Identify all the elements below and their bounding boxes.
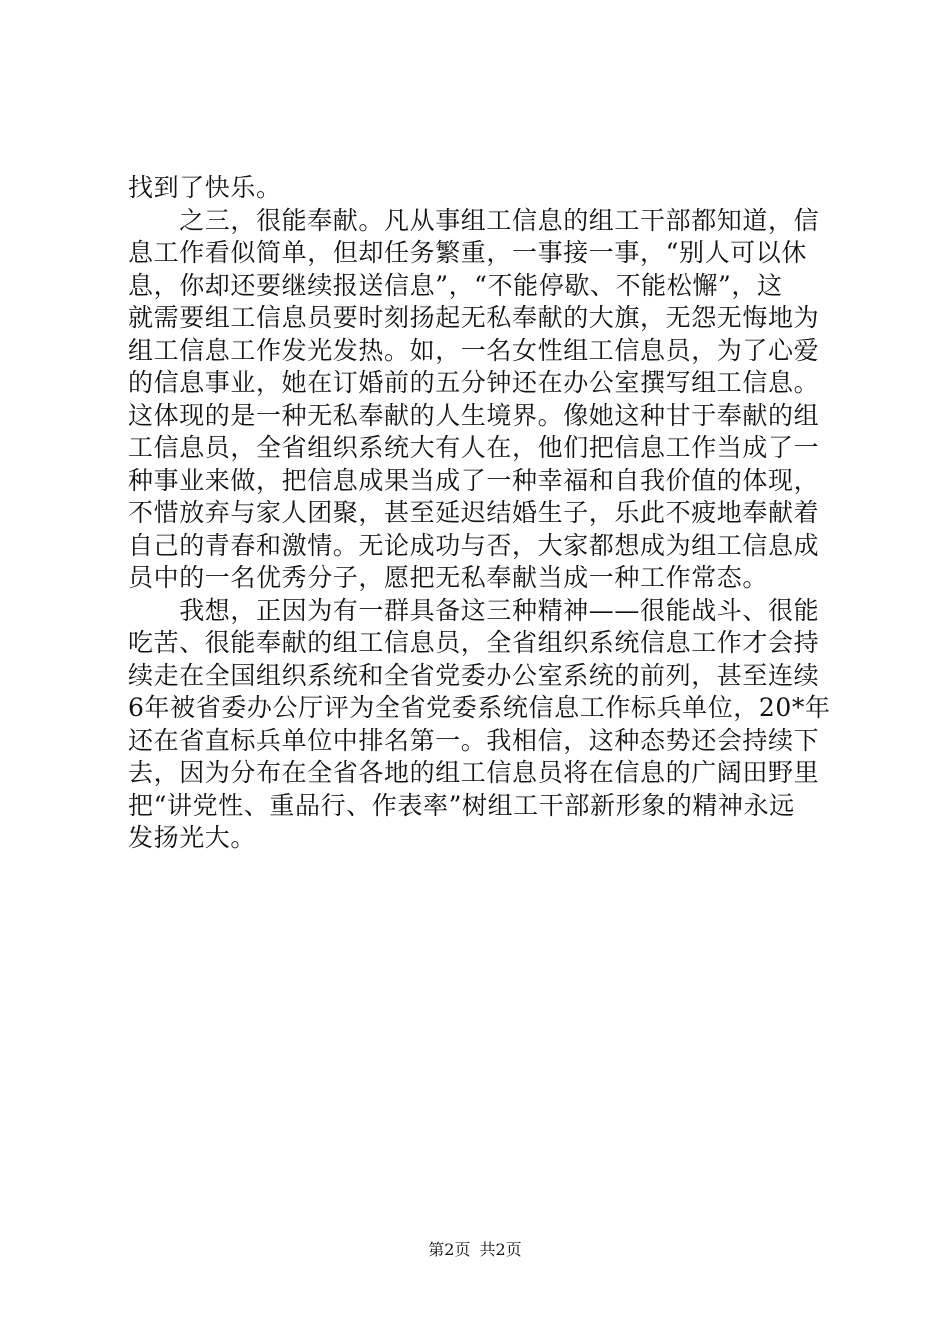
text-line: 我想，正因为有一群具备这三种精神——很能战斗、很能 bbox=[128, 595, 820, 625]
text-line: 去，因为分布在全省各地的组工信息员将在信息的广阔田野里 bbox=[128, 758, 820, 787]
text-line: 吃苦、很能奉献的组工信息员，全省组织系统信息工作才会持 bbox=[128, 628, 820, 657]
text-line: 工信息员，全省组织系统大有人在，他们把信息工作当成了一 bbox=[128, 433, 820, 462]
text-line: 的信息事业，她在订婚前的五分钟还在办公室撰写组工信息。 bbox=[128, 368, 820, 397]
text-line: 找到了快乐。 bbox=[128, 173, 282, 202]
text-line: 这体现的是一种无私奉献的人生境界。像她这种甘于奉献的组 bbox=[128, 400, 820, 430]
page-total: 共2页 bbox=[479, 1240, 522, 1259]
text-line: 之三，很能奉献。凡从事组工信息的组工干部都知道，信 bbox=[128, 205, 820, 235]
text-line: 把“讲党性、重品行、作表率”树组工干部新形象的精神永远 bbox=[128, 790, 795, 820]
text-line: 息，你却还要继续报送信息”，“不能停歇、不能松懈”，这 bbox=[128, 270, 783, 300]
text-line: 员中的一名优秀分子，愿把无私奉献当成一种工作常态。 bbox=[128, 563, 769, 592]
text-line: 息工作看似简单，但却任务繁重，一事接一事，“别人可以休 bbox=[128, 238, 807, 267]
text-line: 自己的青春和激情。无论成功与否，大家都想成为组工信息成 bbox=[128, 530, 820, 560]
text-line: 还在省直标兵单位中排名第一。我相信，这种态势还会持续下 bbox=[128, 725, 820, 755]
text-line: 组工信息工作发光发热。如，一名女性组工信息员，为了心爱 bbox=[128, 335, 820, 365]
text-line: 不惜放弃与家人团聚，甚至延迟结婚生子，乐此不疲地奉献着 bbox=[128, 498, 820, 527]
document-body bbox=[128, 172, 838, 855]
text-line: 续走在全国组织系统和全省党委办公室系统的前列，甚至连续 bbox=[128, 660, 820, 690]
text-line: 6年被省委办公厅评为全省党委系统信息工作标兵单位，20*年 bbox=[128, 693, 831, 722]
page-footer bbox=[0, 1240, 950, 1260]
text-line: 就需要组工信息员要时刻扬起无私奉献的大旗，无怨无悔地为 bbox=[128, 303, 820, 332]
page-number: 第2页 bbox=[428, 1240, 471, 1259]
text-line: 种事业来做，把信息成果当成了一种幸福和自我价值的体现， bbox=[128, 465, 820, 495]
text-line: 发扬光大。 bbox=[128, 823, 257, 852]
